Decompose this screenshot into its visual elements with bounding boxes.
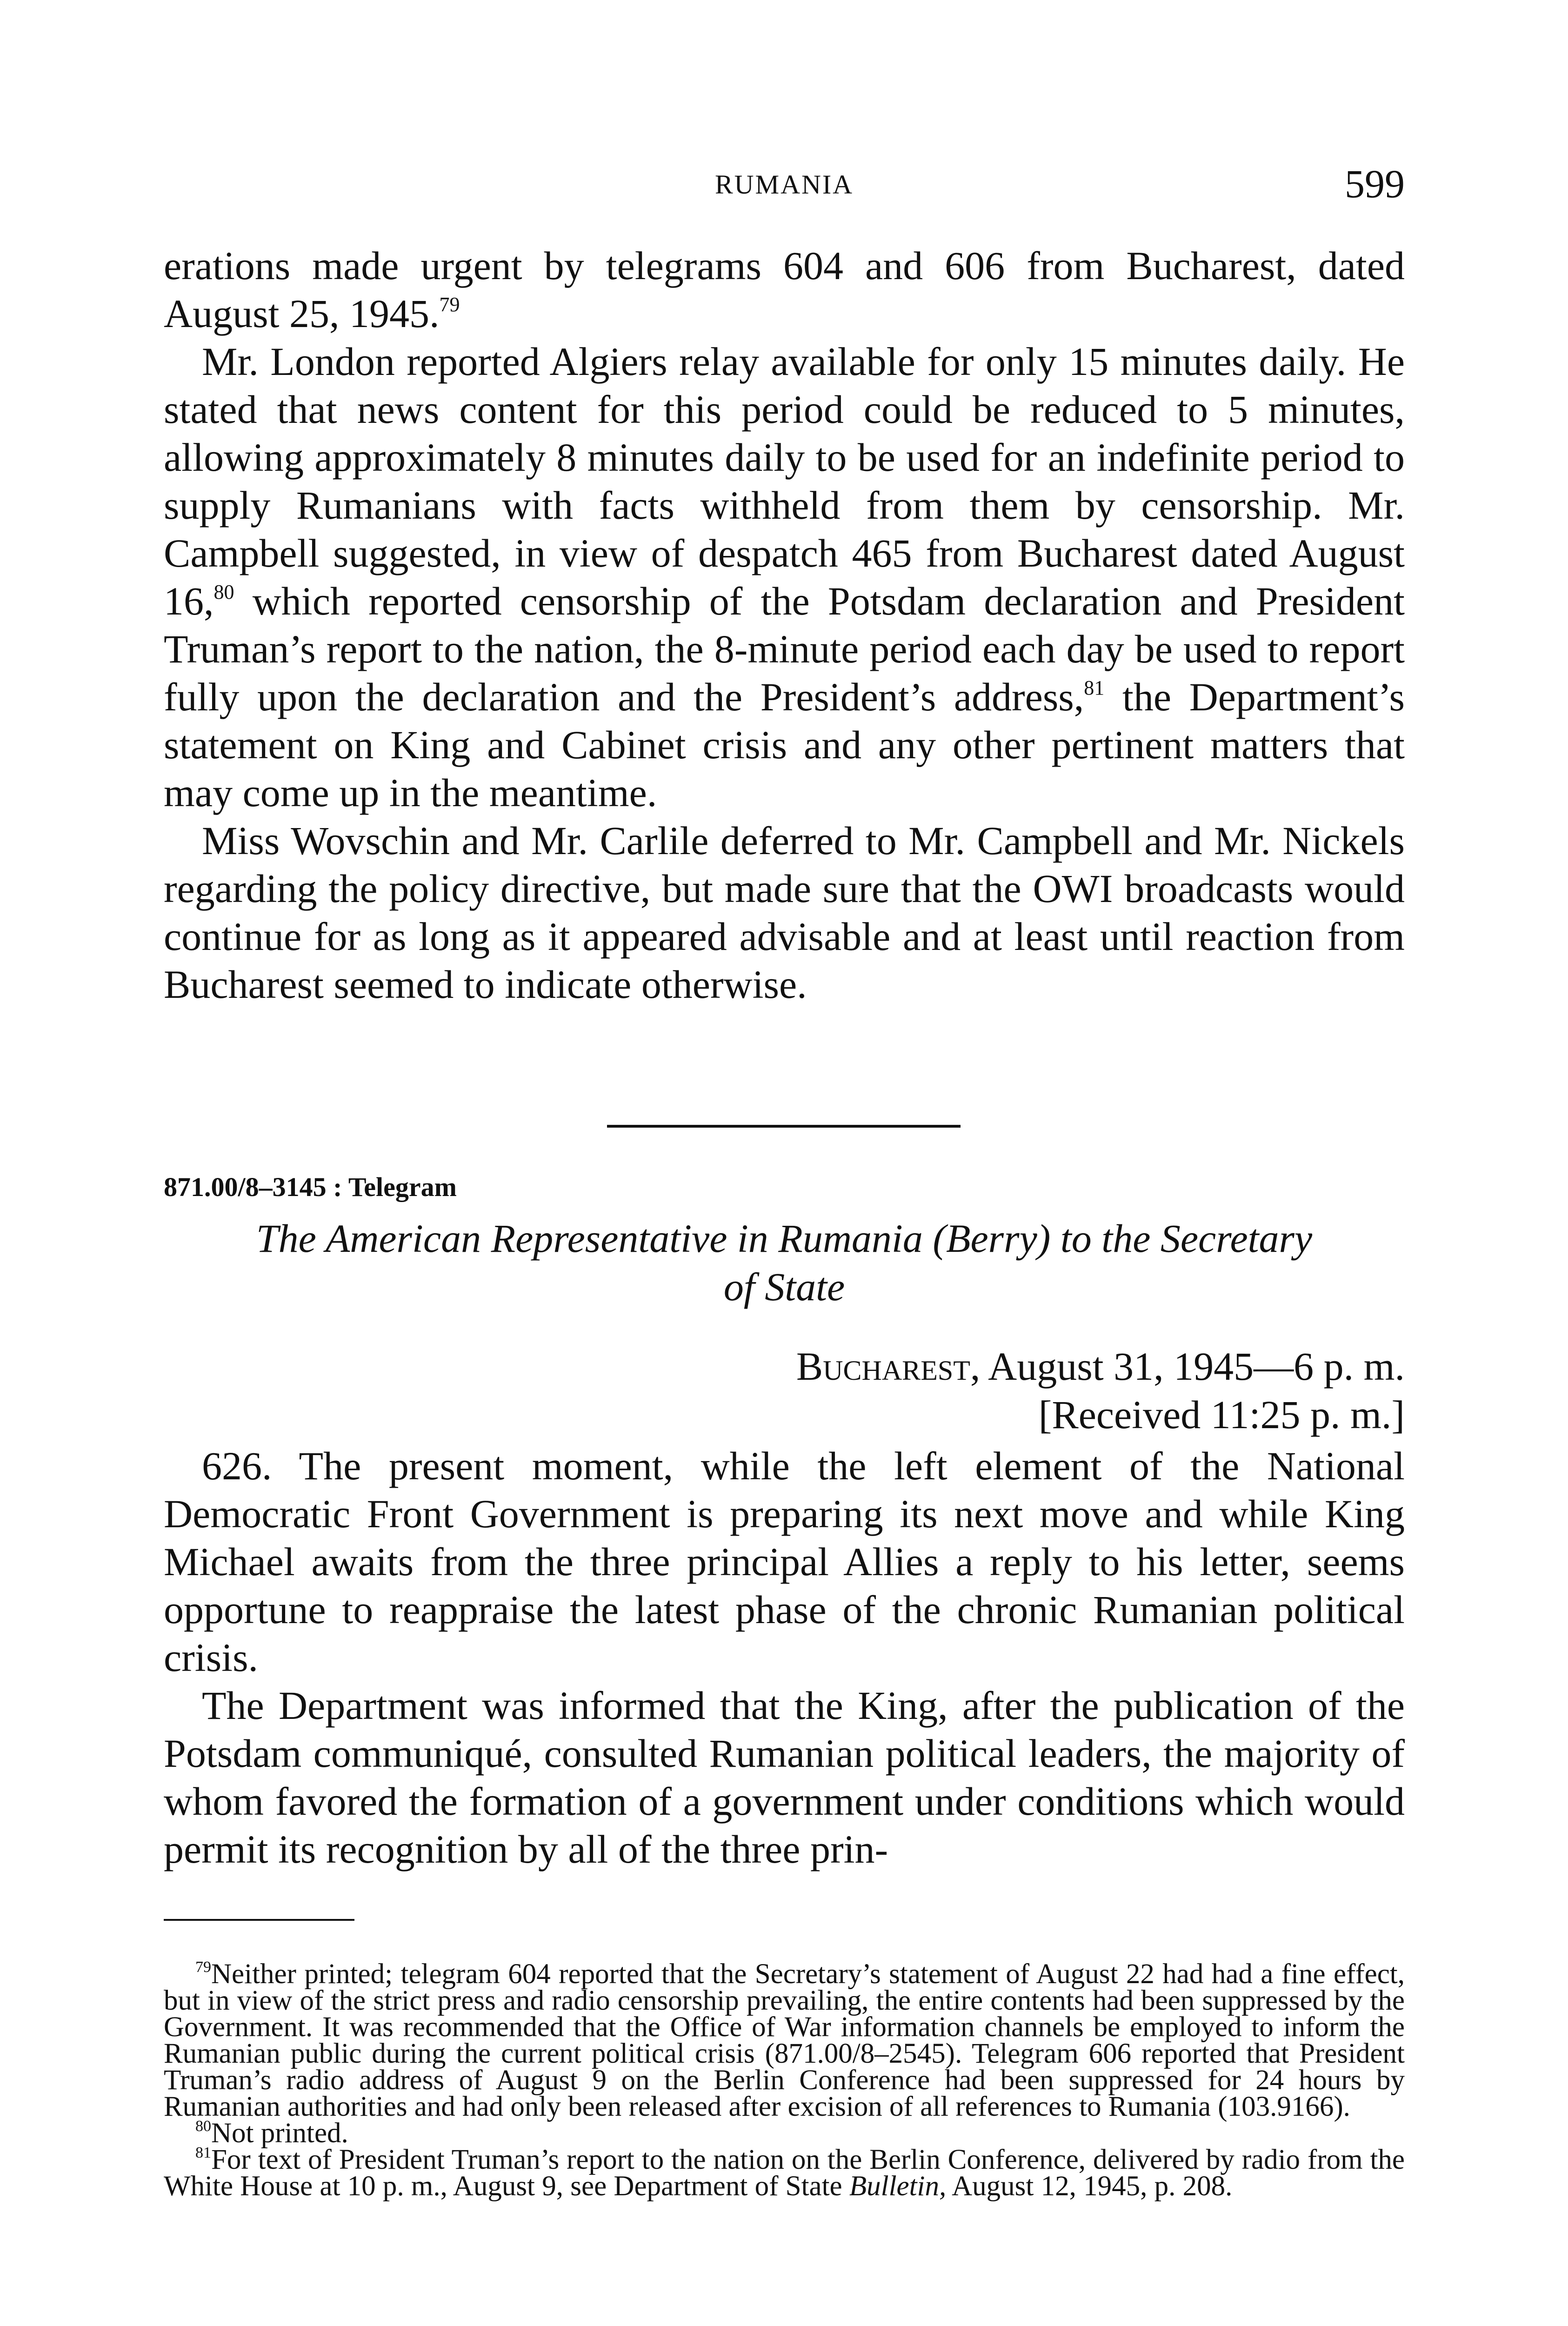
footnote-ref-79: 79 xyxy=(439,293,460,316)
continued-paragraph xyxy=(164,242,1405,338)
paragraph-text: which reported censorship of the Potsdam declaration and President Truman’s report to the nation, the 8-minute period each day be used to report fully upon the declaration and the President’s address, xyxy=(164,579,1405,719)
dateline-received: [Received 11:25 p. m.] xyxy=(1038,1392,1405,1437)
continued-text xyxy=(164,242,1405,1009)
telegram-paragraph-626: 626. The present moment, while the left element of the National Democratic Front Government is preparing its next move and while King Michael awaits from the three principal Allies a reply to his letter, seems opportune to reappraise the latest phase of the chronic Rumanian political crisis. xyxy=(164,1444,1405,1680)
footnote-mark-81: 81 xyxy=(195,2144,211,2161)
telegram-text xyxy=(164,1442,1405,1873)
title-line-2: of State xyxy=(723,1264,845,1309)
footnotes xyxy=(164,1958,1405,2202)
footnote-text: Not printed. xyxy=(211,2118,348,2149)
footnote-81 xyxy=(164,2144,1405,2202)
footnote-79 xyxy=(164,1958,1405,2122)
footnote-mark-80: 80 xyxy=(195,2118,211,2135)
dateline-date: August 31, 1945—6 p. m. xyxy=(980,1344,1405,1389)
dateline-sent xyxy=(796,1342,1405,1390)
paragraph-text: Mr. London reported Algiers relay available for only 15 minutes daily. He stated that news content for this period could be reduced to 5 minutes, allowing approximately 8 minutes daily to be used for an indefinite period to supply Rumanians with facts withheld from them by censorship. Mr. Campbell suggested, in view of despatch 465 from Bucharest dated August 16, xyxy=(164,339,1405,623)
footnote-ref-81: 81 xyxy=(1084,676,1105,699)
file-reference: 871.00/8–3145 : Telegram xyxy=(164,1172,457,1202)
footnote-80 xyxy=(164,2118,1405,2149)
document-title xyxy=(164,1214,1405,1311)
footnote-rule xyxy=(164,1919,354,1921)
page-number: 599 xyxy=(1345,161,1405,206)
paragraph-wovschin: Miss Wovschin and Mr. Carlile deferred to Mr. Campbell and Mr. Nickels regarding the policy directive, but made sure that the OWI broadcasts would continue for as long as it appeared advisable and at least until reaction from Bucharest seemed to indicate otherwise. xyxy=(164,818,1405,1007)
section-divider xyxy=(607,1125,961,1128)
footnote-text: August 12, 1945, p. 208. xyxy=(946,2171,1233,2202)
footnote-text: For text of President Truman’s report to the nation on the Berlin Conference, delivered by radio from the White House at 10 p. m., August 9, see Department of State xyxy=(164,2144,1405,2202)
paragraph-text: erations made urgent by telegrams 604 and 606 from Bucharest, dated August 25, 1945. xyxy=(164,243,1405,336)
title-line-1: The American Representative in Rumania (Berry) to the Secretary xyxy=(256,1216,1313,1261)
page-header xyxy=(164,160,1405,216)
running-head: RUMANIA xyxy=(714,169,854,200)
paragraph-text: the Department’s statement on King and Cabinet crisis and any other pertinent matters that may come up in the meantime. xyxy=(164,675,1405,815)
dateline-place: Bucharest, xyxy=(796,1344,981,1389)
dateline xyxy=(796,1342,1405,1439)
telegram-paragraph-department: The Department was informed that the King, after the publication of the Potsdam communiqué, consulted Rumanian political leaders, the majority of whom favored the formation of a government under conditions which would permit its recognition by all of the three prin- xyxy=(164,1683,1405,1871)
paragraph-london-report xyxy=(164,338,1405,817)
publication-title: Bulletin, xyxy=(849,2171,947,2202)
footnote-mark-79: 79 xyxy=(195,1958,211,1976)
footnote-text: Neither printed; telegram 604 reported that the Secretary’s statement of August 22 had had a fine effect, but in view of the strict press and radio censorship prevailing, the entire contents had been suppressed by the Government. It was recommended that the Office of War information channels be employed to inform the Rumanian public during the current political crisis (871.00/8–2545). Telegram 606 reported that President Truman’s radio address of August 9 on the Berlin Conference had been suppressed for 24 hours by Rumanian authorities and had only been released after excision of all references to Rumania (103.9166). xyxy=(164,1958,1405,2122)
footnote-ref-80: 80 xyxy=(214,581,234,603)
